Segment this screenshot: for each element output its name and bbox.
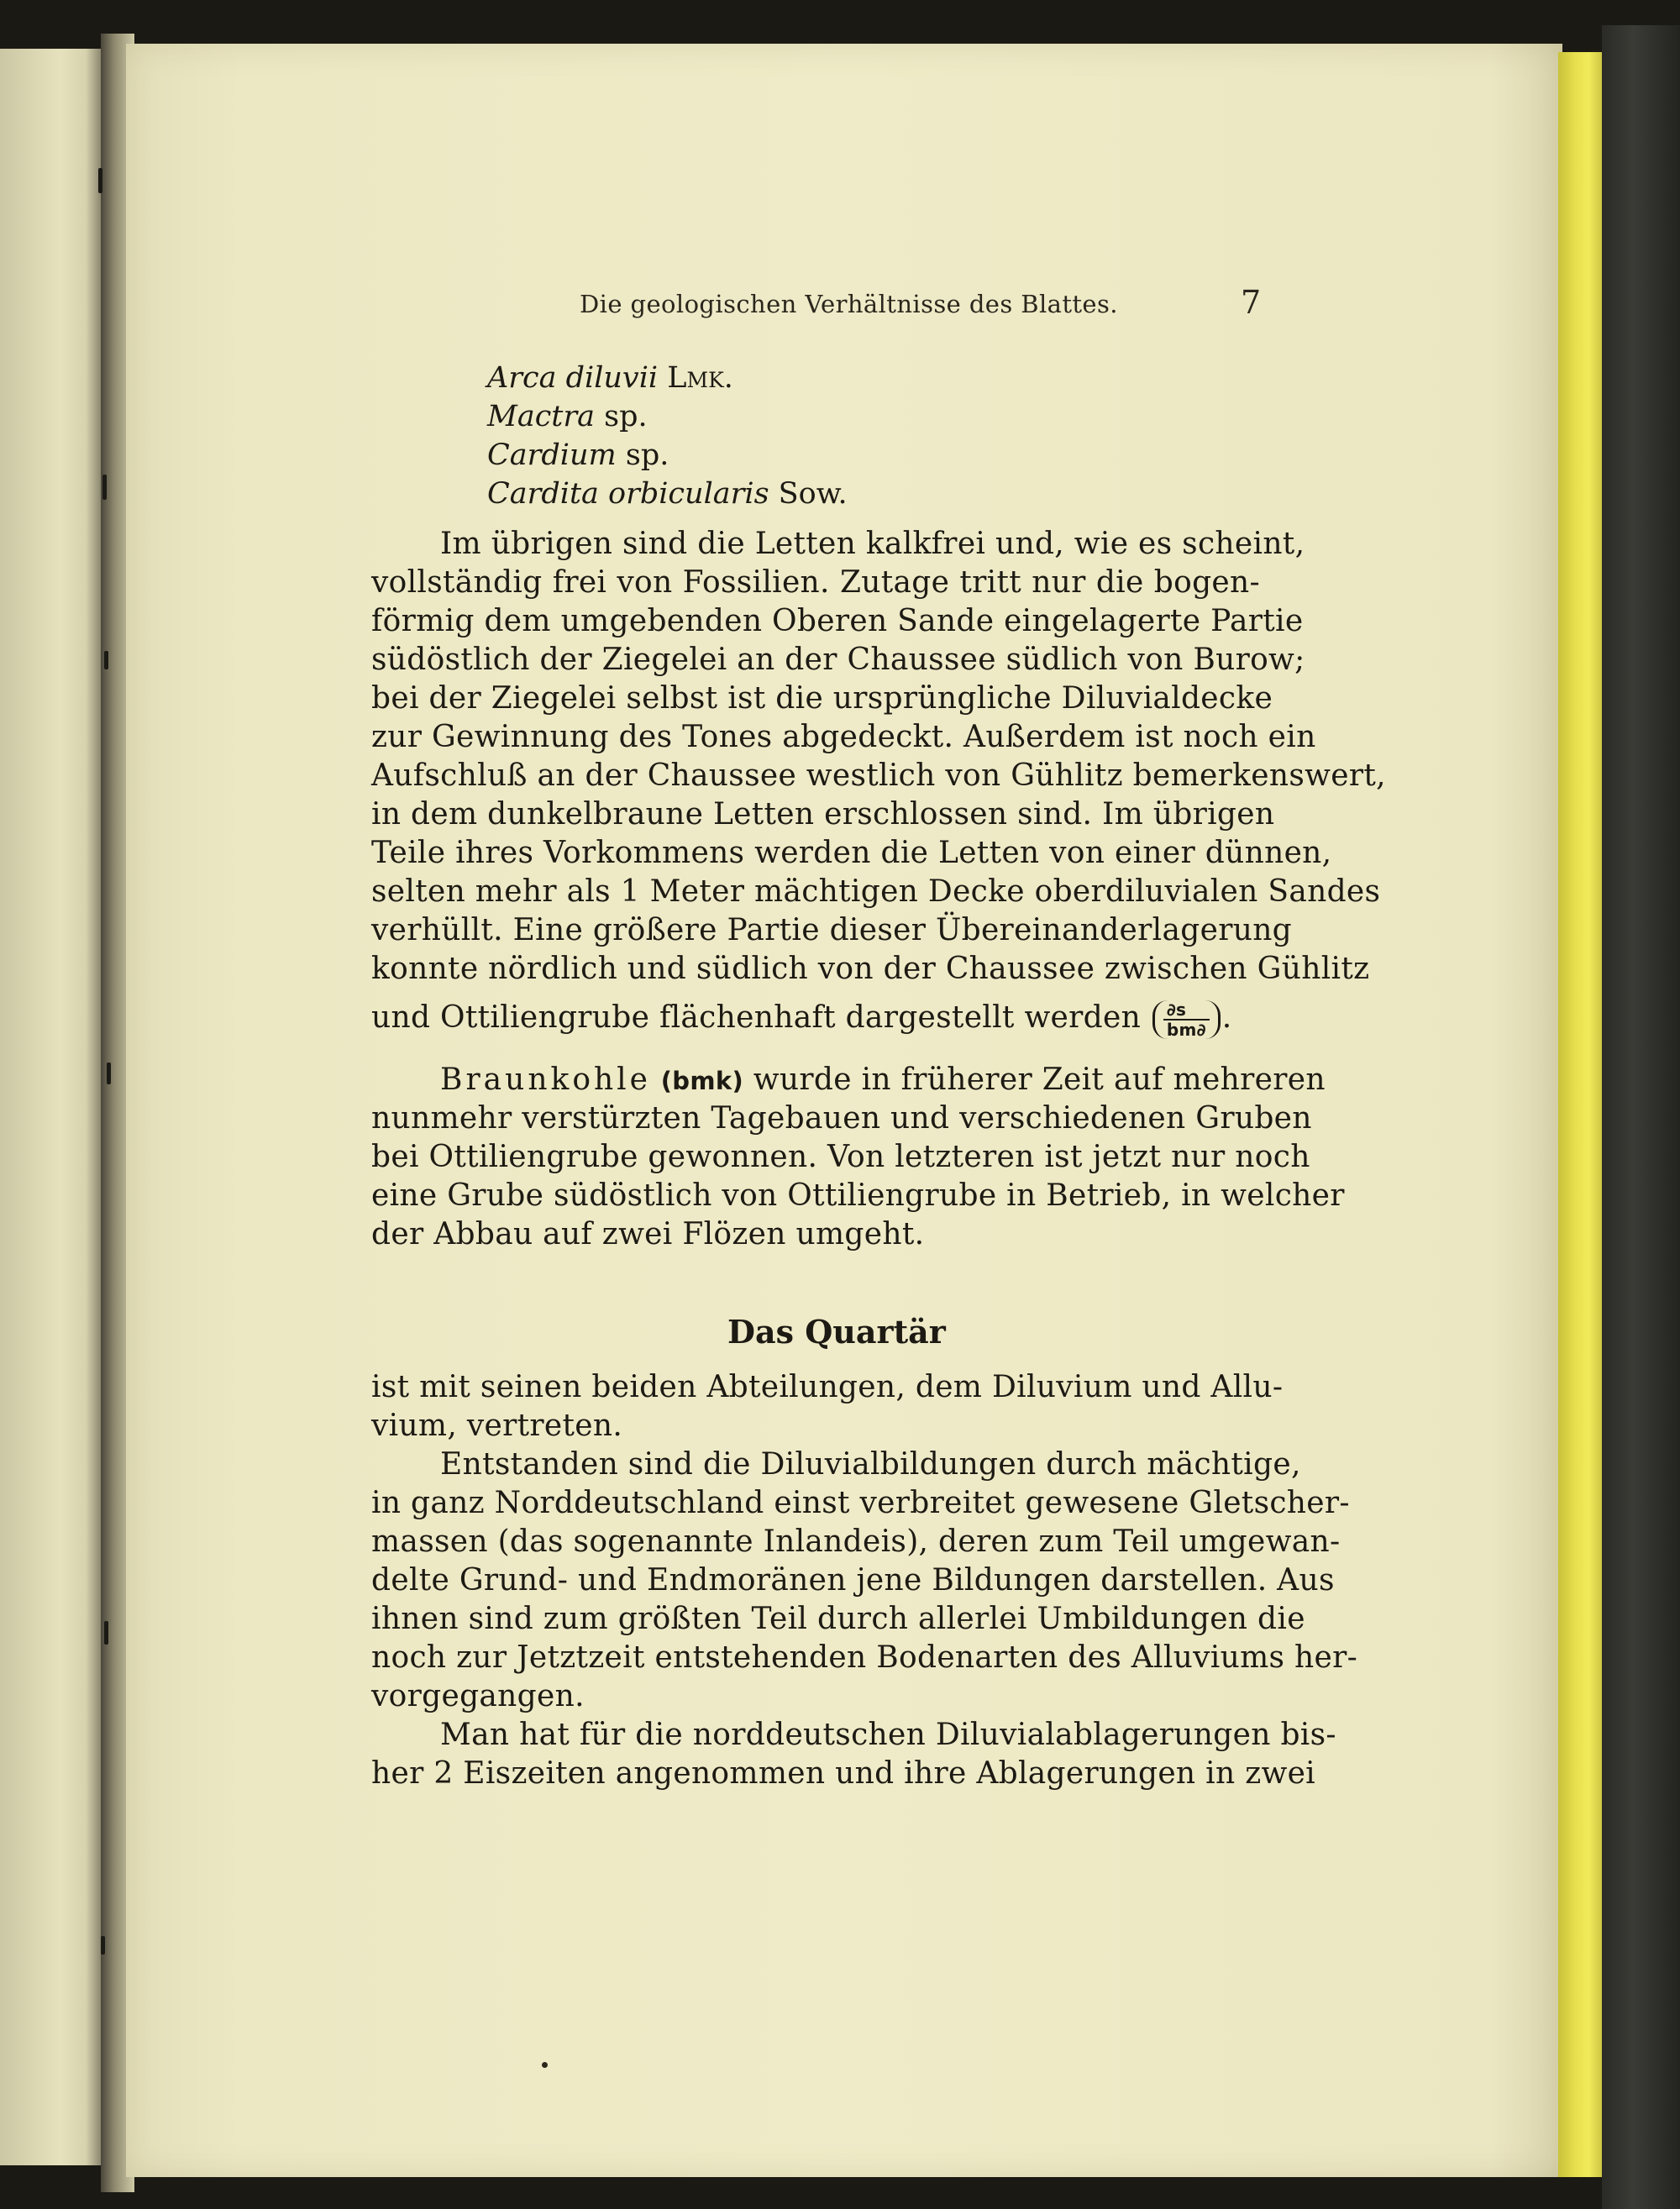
text-line: Man hat für die norddeutschen Diluvialablagerungen bis- — [440, 1718, 1336, 1752]
ink-speck — [542, 2062, 548, 2068]
text-line-with-symbol: und Ottiliengrube flächenhaft dargestellt werden $\frac{\partial s}{bm\partial}$ . — [371, 1000, 1232, 1040]
text-line: noch zur Jetztzeit entstehenden Bodenarten des Alluviums her- — [371, 1640, 1358, 1675]
map-symbol — [1152, 1000, 1221, 1039]
text-line: Aufschluß an der Chaussee westlich von Gühlitz bemerkenswert, — [371, 758, 1386, 793]
species-name: Mactra — [487, 400, 595, 433]
text-fragment: und Ottiliengrube flächenhaft dargestellt werden — [371, 1000, 1142, 1035]
text-line — [440, 1062, 1326, 1099]
symbol-numerator: ∂s — [1163, 1000, 1210, 1021]
species-item — [487, 437, 669, 474]
margin-mark — [98, 168, 102, 193]
text-line: vium, vertreten. — [371, 1409, 623, 1443]
species-item — [487, 398, 648, 435]
text-line: vorgegangen. — [371, 1679, 585, 1713]
text-line: in dem dunkelbraune Letten erschlossen sind. Im übrigen — [371, 797, 1275, 832]
running-head: Die geologischen Verhältnisse des Blattes. — [580, 290, 1118, 318]
species-author: Sow. — [778, 477, 848, 511]
text-line: her 2 Eiszeiten angenommen und ihre Ablagerungen in zwei — [371, 1756, 1315, 1791]
text-line: Teile ihres Vorkommens werden die Letten von einer dünnen, — [371, 836, 1332, 870]
text-line: bei Ottiliengrube gewonnen. Von letzteren ist jetzt nur noch — [371, 1140, 1310, 1174]
section-heading: Das Quartär — [727, 1313, 946, 1351]
facing-page-edge — [0, 49, 101, 2165]
species-item — [487, 359, 733, 396]
text-line: ist mit seinen beiden Abteilungen, dem Diluvium und Allu- — [371, 1370, 1284, 1404]
text-line: konnte nördlich und südlich von der Chaussee zwischen Gühlitz — [371, 952, 1370, 986]
term-braunkohle: Braunkohle — [440, 1063, 651, 1097]
formation-code: (bmk) — [660, 1067, 744, 1095]
margin-mark — [104, 1621, 108, 1645]
book-cover — [1602, 25, 1680, 2209]
text-fragment: wurde in früherer Zeit auf mehreren — [753, 1063, 1326, 1097]
text-line: nunmehr verstürzten Tagebauen und verschiedenen Gruben — [371, 1101, 1312, 1136]
margin-mark — [102, 475, 107, 500]
text-line: Entstanden sind die Diluvialbildungen durch mächtige, — [440, 1447, 1301, 1482]
species-name: Cardita orbicularis — [487, 477, 769, 511]
page-block-edge — [1558, 52, 1602, 2177]
text-line: eine Grube südöstlich von Ottiliengrube in Betrieb, in welcher — [371, 1178, 1345, 1213]
page-number: 7 — [1241, 284, 1262, 321]
text-line: bei der Ziegelei selbst ist die ursprüngliche Diluvialdecke — [371, 681, 1273, 716]
text-line: zur Gewinnung des Tones abgedeckt. Außerdem ist noch ein — [371, 720, 1316, 754]
text-line: massen (das sogenannte Inlandeis), deren zum Teil umgewan- — [371, 1524, 1341, 1559]
text-line: selten mehr als 1 Meter mächtigen Decke oberdiluvialen Sandes — [371, 874, 1381, 909]
text-line: südöstlich der Ziegelei an der Chaussee südlich von Burow; — [371, 643, 1305, 677]
species-item — [487, 475, 848, 512]
text-line: in ganz Norddeutschland einst verbreitet gewesene Gletscher- — [371, 1486, 1350, 1520]
text-line: vollständig frei von Fossilien. Zutage tritt nur die bogen- — [371, 565, 1260, 600]
text-line: delte Grund- und Endmoränen jene Bildungen darstellen. Aus — [371, 1563, 1335, 1598]
margin-mark — [101, 1936, 105, 1955]
margin-mark — [104, 651, 108, 669]
species-author: Lmk. — [667, 361, 733, 395]
species-author: sp. — [625, 438, 669, 472]
text-line: ihnen sind zum größten Teil durch allerlei Umbildungen die — [371, 1602, 1305, 1636]
species-name: Cardium — [487, 438, 617, 472]
margin-mark — [107, 1063, 111, 1084]
text-line: der Abbau auf zwei Flözen umgeht. — [371, 1217, 925, 1251]
text-line: förmig dem umgebenden Oberen Sande eingelagerte Partie — [371, 604, 1304, 638]
text-line: Im übrigen sind die Letten kalkfrei und, wie es scheint, — [440, 527, 1305, 561]
species-author: sp. — [604, 400, 648, 433]
symbol-denominator: bm∂ — [1166, 1020, 1206, 1040]
species-name: Arca diluvii — [487, 361, 659, 395]
text-line: verhüllt. Eine größere Partie dieser Übereinanderlagerung — [371, 913, 1293, 947]
